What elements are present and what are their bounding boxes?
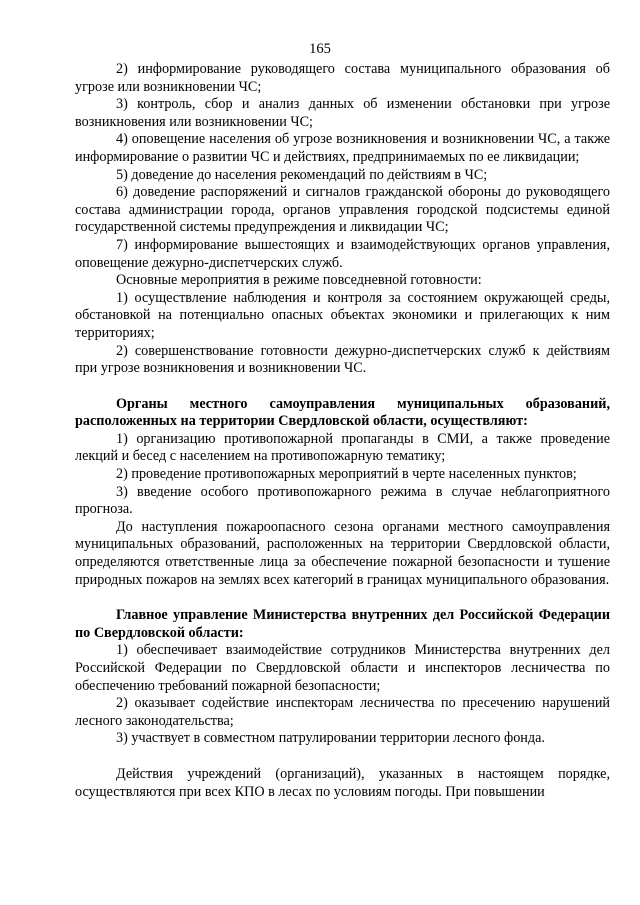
paragraph: 2) информирование руководящего состава муниципального образования об угрозе или возникновении ЧС; <box>75 61 610 95</box>
paragraph: 3) введение особого противопожарного режима в случае неблагоприятного прогноза. <box>75 483 610 518</box>
section-heading-local-government: Органы местного самоуправления муниципальных образований, расположенных на территории Свердловской области, осуществляют: <box>75 395 610 430</box>
paragraph: 1) осуществление наблюдения и контроля за состоянием окружающей среды, обстановкой на потенциально опасных объектах экономики и прилегающих к ним территориях; <box>75 289 610 341</box>
paragraph: 5) доведение до населения рекомендаций по действиям в ЧС; <box>116 166 488 183</box>
paragraph: 4) оповещение населения об угрозе возникновения и возникновении ЧС, а также информирование о развитии ЧС и действиях, предпринимаемых по ее ликвидации; <box>75 131 610 165</box>
paragraph: 7) информирование вышестоящих и взаимодействующих органов управления, оповещение дежурно-диспетчерских служб. <box>75 236 610 271</box>
spacer <box>75 748 610 766</box>
paragraph: До наступления пожароопасного сезона органами местного самоуправления муниципальных образований, расположенных на территории Свердловской области, определяются ответственные лица за обеспечение пожарной безопасности и тушение природных пожаров на землях всех категорий в границах муниципального образования. <box>75 518 610 588</box>
paragraph: 2) оказывает содействие инспекторам лесничества по пресечению нарушений лесного законодательства; <box>75 695 610 729</box>
paragraph: 1) обеспечивает взаимодействие сотрудников Министерства внутренних дел Российской Федерации по Свердловской области и инспекторов лесничества по обеспечению требований пожарной безопасности; <box>75 642 610 694</box>
page-number: 165 <box>309 41 331 57</box>
paragraph: Основные мероприятия в режиме повседневной готовности: <box>116 272 482 289</box>
document-body <box>75 61 610 801</box>
spacer <box>75 589 610 607</box>
section-heading-mvd: Главное управление Министерства внутренних дел Российской Федерации по Свердловской области: <box>75 607 610 641</box>
paragraph: 3) контроль, сбор и анализ данных об изменении обстановки при угрозе возникновения или возникновении ЧС; <box>75 96 610 130</box>
paragraph: 3) участвует в совместном патрулировании территории лесного фонда. <box>116 730 545 747</box>
spacer <box>75 378 610 396</box>
paragraph: 2) проведение противопожарных мероприятий в черте населенных пунктов; <box>116 466 577 483</box>
paragraph: 2) совершенствование готовности дежурно-диспетчерских служб к действиям при угрозе возникновения и возникновении ЧС. <box>75 342 610 377</box>
paragraph: 6) доведение распоряжений и сигналов гражданской обороны до руководящего состава администрации города, органов управления городской подсистемы единой государственной системы предупреждения и ликвидации ЧС; <box>75 184 610 236</box>
paragraph: 1) организацию противопожарной пропаганды в СМИ, а также проведение лекций и бесед с населением на противопожарную тематику; <box>75 430 610 465</box>
closing-paragraph: Действия учреждений (организаций), указанных в настоящем порядке, осуществляются при всех КПО в лесах по условиям погоды. При повышении <box>75 765 610 800</box>
